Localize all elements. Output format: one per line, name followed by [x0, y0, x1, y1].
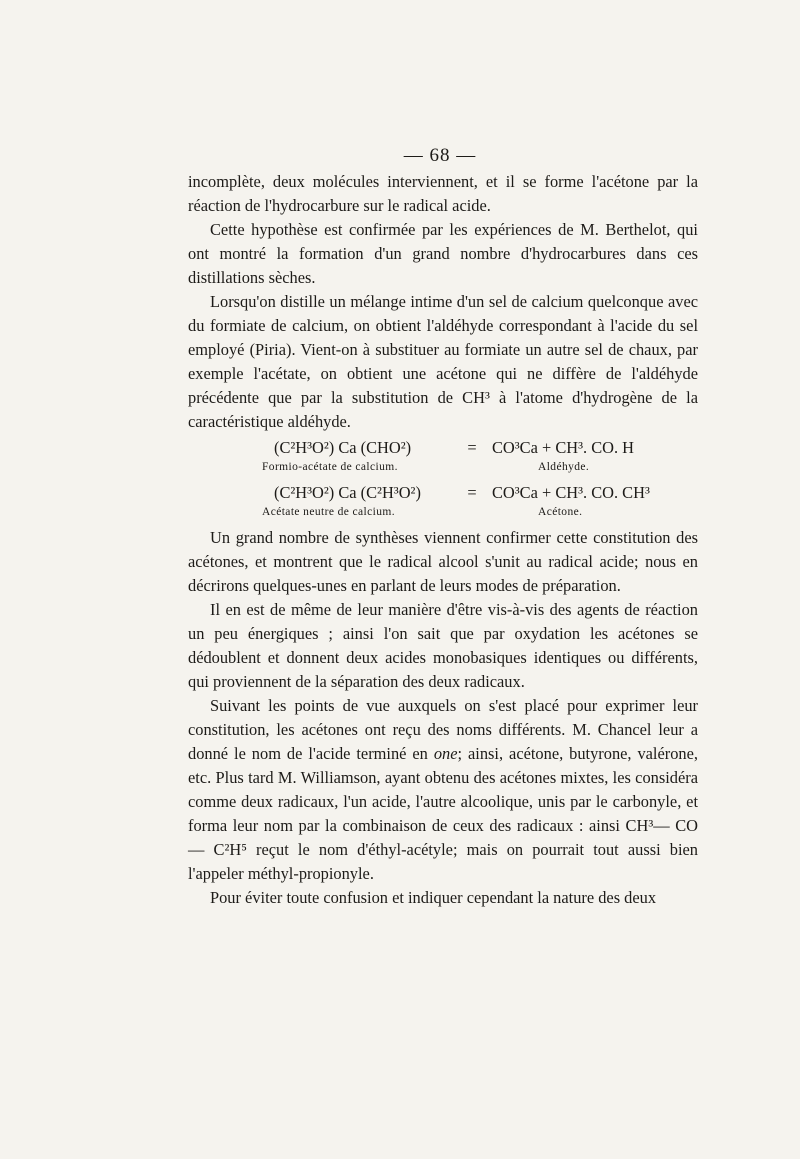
paragraph-2: Cette hypothèse est confirmée par les expériences de M. Berthelot, qui ont montré la formation d'un grand nombre d'hydrocarbures dans ces distillations sèches.	[188, 220, 698, 287]
paragraph-4: Un grand nombre de synthèses viennent confirmer cette constitution des acétones, et montrent que le radical alcool s'unit au radical acide; nous en décrirons quelques-unes en parlant de leurs modes de préparation.	[188, 528, 698, 595]
equation-2-lhs: (C²H³O²) Ca (C²H³O²)	[274, 483, 421, 502]
equation-1-label-left: Formio-acétate de calcium.	[262, 461, 398, 473]
paragraph-5: Il en est de même de leur manière d'être vis-à-vis des agents de réaction un peu énergiques ; ainsi l'on sait que par oxydation les acétones se dédoublent et donnent deux acides monobasiques identiques ou différents, qui proviennent de la séparation des deux radicaux.	[188, 600, 698, 691]
body-text	[188, 170, 698, 910]
paragraph-7: Pour éviter toute confusion et indiquer cependant la nature des deux	[210, 888, 657, 907]
equation-2-rhs: CO³Ca + CH³. CO. CH³	[492, 483, 650, 502]
equation-1-rhs: CO³Ca + CH³. CO. H	[492, 438, 635, 457]
emphasis-word: one	[433, 744, 458, 763]
equation-1	[188, 436, 698, 460]
equation-2-operator: =	[467, 483, 477, 502]
equation-2	[188, 481, 698, 505]
equation-1-labels	[188, 460, 698, 474]
paragraph-1: incomplète, deux molécules interviennent, et il se forme l'acétone par la réaction de l'hydrocarbure sur le radical acide.	[188, 172, 698, 215]
equation-2-label-left: Acétate neutre de calcium.	[262, 506, 395, 518]
paragraph-6-part-2: ; ainsi, acétone, butyrone, valérone, etc. Plus tard M. Williamson, ayant obtenu des acétones mixtes, les considéra comme deux radicaux, l'un acide, l'autre alcoolique, unis par le carbonyle, et forma leur nom par la combinaison de ceux des radicaux : ainsi CH³— CO — C²H⁵ reçut le nom d'éthyl-acétyle; mais on pourrait tout aussi bien l'appeler méthyl-propionyle.	[188, 744, 698, 883]
paragraph-6	[188, 694, 698, 886]
equation-1-lhs: (C²H³O²) Ca (CHO²)	[274, 438, 412, 457]
equation-1-operator: =	[467, 438, 477, 457]
equation-1-label-right: Aldéhyde.	[538, 461, 590, 473]
equation-2-label-right: Acétone.	[538, 506, 583, 518]
equation-2-labels	[188, 505, 698, 519]
equation-block	[188, 436, 698, 519]
paragraph-6-part-1: Suivant les points de vue auxquels on s'est placé pour exprimer leur constitution, les acétones ont reçu des noms différents. M. Chancel leur a donné le nom de l'acide terminé en	[188, 696, 698, 763]
page-number: — 68 —	[403, 145, 477, 166]
paragraph-3: Lorsqu'on distille un mélange intime d'un sel de calcium quelconque avec du formiate de calcium, on obtient l'aldéhyde correspondant à l'acide du sel employé (Piria). Vient-on à substituer au formiate un autre sel de chaux, par exemple l'acétate, on obtient une acétone qui ne diffère de l'aldéhyde précédente que par la substitution de CH³ à l'atome d'hydrogène de la caractéristique aldéhyde.	[188, 292, 698, 431]
